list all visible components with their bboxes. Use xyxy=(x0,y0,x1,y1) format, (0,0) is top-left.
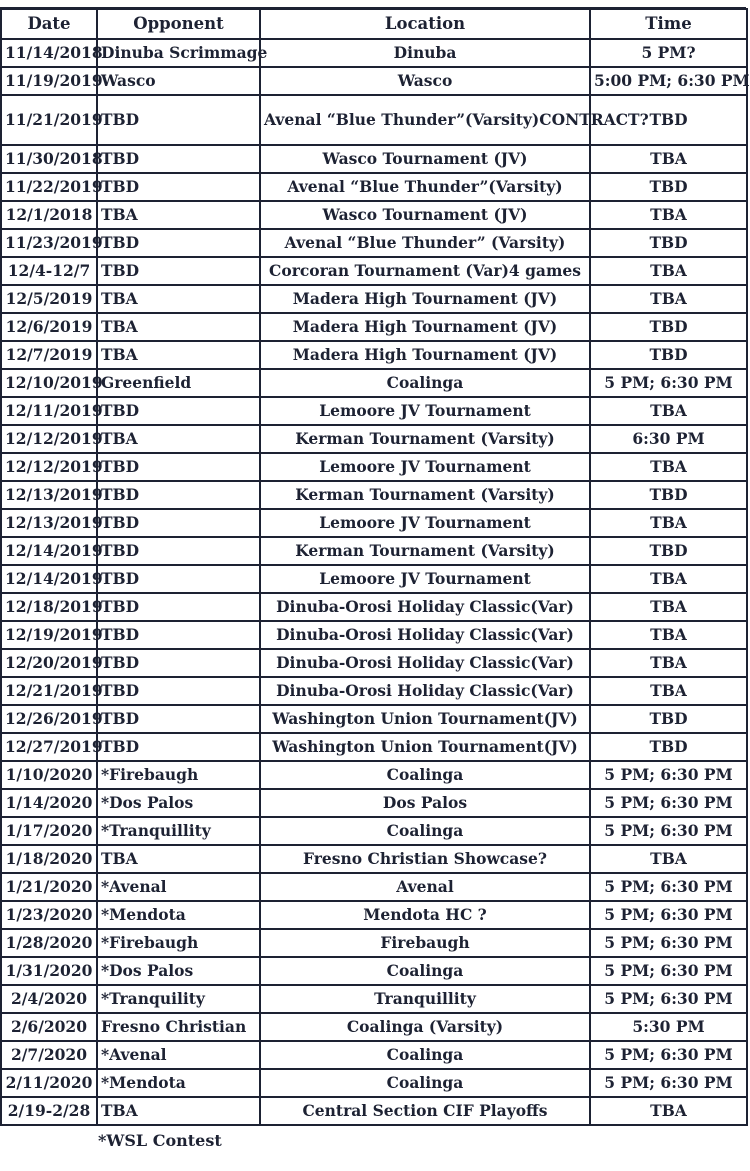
table-row xyxy=(1,201,747,229)
header-row xyxy=(1,9,747,39)
date-cell: 1/28/2020 xyxy=(1,929,97,957)
location-cell: Coalinga xyxy=(260,957,590,985)
location-cell: Dinuba xyxy=(260,39,590,67)
location-cell: Dinuba-Orosi Holiday Classic(Var) xyxy=(260,593,590,621)
table-row xyxy=(1,565,747,593)
date-cell: 11/23/2019 xyxy=(1,229,97,257)
table-row xyxy=(1,509,747,537)
date-cell: 12/13/2019 xyxy=(1,481,97,509)
time-cell: TBA xyxy=(590,649,747,677)
location-cell: Avenal xyxy=(260,873,590,901)
time-cell: 5 PM; 6:30 PM xyxy=(590,957,747,985)
date-cell: 12/12/2019 xyxy=(1,425,97,453)
table-row xyxy=(1,39,747,67)
location-cell: Wasco Tournament (JV) xyxy=(260,201,590,229)
location-cell: Avenal “Blue Thunder” (Varsity) xyxy=(260,229,590,257)
date-cell: 1/10/2020 xyxy=(1,761,97,789)
date-cell: 12/13/2019 xyxy=(1,509,97,537)
date-cell: 1/18/2020 xyxy=(1,845,97,873)
header-location: Location xyxy=(260,9,590,39)
opponent-cell: TBA xyxy=(97,845,260,873)
time-cell: TBA xyxy=(590,257,747,285)
table-row xyxy=(1,173,747,201)
date-cell: 1/17/2020 xyxy=(1,817,97,845)
opponent-cell: TBA xyxy=(97,201,260,229)
opponent-cell: TBA xyxy=(97,425,260,453)
time-cell: TBA xyxy=(590,565,747,593)
opponent-cell: *Mendota xyxy=(97,901,260,929)
opponent-cell: *Avenal xyxy=(97,873,260,901)
time-cell: TBA xyxy=(590,145,747,173)
table-row xyxy=(1,789,747,817)
location-cell: Tranquillity xyxy=(260,985,590,1013)
time-cell: TBD xyxy=(590,173,747,201)
table-row xyxy=(1,95,747,145)
location-cell: Washington Union Tournament(JV) xyxy=(260,705,590,733)
date-cell: 1/23/2020 xyxy=(1,901,97,929)
opponent-cell: *Firebaugh xyxy=(97,761,260,789)
opponent-cell: *Firebaugh xyxy=(97,929,260,957)
table-row xyxy=(1,285,747,313)
date-cell: 11/21/2019 xyxy=(1,95,97,145)
time-cell: 5 PM; 6:30 PM xyxy=(590,873,747,901)
location-cell: Firebaugh xyxy=(260,929,590,957)
table-row xyxy=(1,845,747,873)
location-cell: Coalinga xyxy=(260,369,590,397)
footnote: *WSL Contest xyxy=(98,1131,222,1150)
opponent-cell: TBD xyxy=(97,677,260,705)
table-row xyxy=(1,677,747,705)
table-row xyxy=(1,1097,747,1125)
location-cell: Coalinga xyxy=(260,1069,590,1097)
time-cell: TBD xyxy=(590,733,747,761)
table-row xyxy=(1,257,747,285)
opponent-cell: TBA xyxy=(97,313,260,341)
opponent-cell: TBD xyxy=(97,397,260,425)
top-rule xyxy=(0,0,746,8)
opponent-cell: *Mendota xyxy=(97,1069,260,1097)
opponent-cell: TBA xyxy=(97,341,260,369)
date-cell: 2/7/2020 xyxy=(1,1041,97,1069)
location-cell: Mendota HC ? xyxy=(260,901,590,929)
time-cell: 5 PM? xyxy=(590,39,747,67)
location-cell: Dos Palos xyxy=(260,789,590,817)
time-cell: TBD xyxy=(590,229,747,257)
location-cell: Coalinga xyxy=(260,761,590,789)
time-cell: TBA xyxy=(590,593,747,621)
opponent-cell: Fresno Christian xyxy=(97,1013,260,1041)
opponent-cell: TBD xyxy=(97,481,260,509)
date-cell: 12/19/2019 xyxy=(1,621,97,649)
location-cell: Lemoore JV Tournament xyxy=(260,397,590,425)
location-cell: Wasco Tournament (JV) xyxy=(260,145,590,173)
location-cell: Dinuba-Orosi Holiday Classic(Var) xyxy=(260,621,590,649)
table-row xyxy=(1,397,747,425)
opponent-cell: Greenfield xyxy=(97,369,260,397)
opponent-cell: TBD xyxy=(97,733,260,761)
date-cell: 12/7/2019 xyxy=(1,341,97,369)
table-row xyxy=(1,985,747,1013)
time-cell: TBD xyxy=(590,341,747,369)
date-cell: 12/18/2019 xyxy=(1,593,97,621)
time-cell: TBA xyxy=(590,677,747,705)
date-cell: 1/21/2020 xyxy=(1,873,97,901)
table-row xyxy=(1,761,747,789)
date-cell: 12/12/2019 xyxy=(1,453,97,481)
date-cell: 12/20/2019 xyxy=(1,649,97,677)
opponent-cell: TBA xyxy=(97,285,260,313)
opponent-cell: *Tranquility xyxy=(97,985,260,1013)
time-cell: 5 PM; 6:30 PM xyxy=(590,761,747,789)
time-cell: 5:30 PM xyxy=(590,1013,747,1041)
opponent-cell: TBD xyxy=(97,229,260,257)
opponent-cell: *Tranquillity xyxy=(97,817,260,845)
time-cell: 5 PM; 6:30 PM xyxy=(590,985,747,1013)
table-row xyxy=(1,313,747,341)
location-cell: Corcoran Tournament (Var)4 games xyxy=(260,257,590,285)
time-cell: TBD xyxy=(590,537,747,565)
date-cell: 12/21/2019 xyxy=(1,677,97,705)
time-cell: TBD xyxy=(590,481,747,509)
time-cell: TBD xyxy=(590,95,747,145)
date-cell: 2/11/2020 xyxy=(1,1069,97,1097)
date-cell: 12/10/2019 xyxy=(1,369,97,397)
table-row xyxy=(1,873,747,901)
opponent-cell: TBD xyxy=(97,705,260,733)
opponent-cell: TBD xyxy=(97,145,260,173)
date-cell: 2/4/2020 xyxy=(1,985,97,1013)
time-cell: TBA xyxy=(590,1097,747,1125)
location-cell: Kerman Tournament (Varsity) xyxy=(260,537,590,565)
time-cell: TBA xyxy=(590,453,747,481)
location-cell: Coalinga xyxy=(260,817,590,845)
table-row xyxy=(1,649,747,677)
time-cell: TBA xyxy=(590,509,747,537)
date-cell: 12/27/2019 xyxy=(1,733,97,761)
location-cell: Coalinga xyxy=(260,1041,590,1069)
table-row xyxy=(1,1013,747,1041)
table-row xyxy=(1,901,747,929)
schedule-table xyxy=(0,8,748,1126)
location-cell: Dinuba-Orosi Holiday Classic(Var) xyxy=(260,649,590,677)
location-cell: Avenal “Blue Thunder”(Varsity)CONTRACT? xyxy=(260,95,590,145)
table-row xyxy=(1,817,747,845)
date-cell: 1/31/2020 xyxy=(1,957,97,985)
opponent-cell: TBD xyxy=(97,509,260,537)
table-row xyxy=(1,369,747,397)
date-cell: 12/1/2018 xyxy=(1,201,97,229)
location-cell: Madera High Tournament (JV) xyxy=(260,313,590,341)
opponent-cell: TBD xyxy=(97,621,260,649)
location-cell: Lemoore JV Tournament xyxy=(260,565,590,593)
opponent-cell: Wasco xyxy=(97,67,260,95)
opponent-cell: TBD xyxy=(97,649,260,677)
date-cell: 12/26/2019 xyxy=(1,705,97,733)
opponent-cell: TBD xyxy=(97,95,260,145)
time-cell: 5 PM; 6:30 PM xyxy=(590,817,747,845)
date-cell: 2/19-2/28 xyxy=(1,1097,97,1125)
time-cell: TBA xyxy=(590,845,747,873)
opponent-cell: *Avenal xyxy=(97,1041,260,1069)
location-cell: Wasco xyxy=(260,67,590,95)
table-row xyxy=(1,229,747,257)
table-row xyxy=(1,593,747,621)
table-row xyxy=(1,957,747,985)
table-row xyxy=(1,537,747,565)
location-cell: Madera High Tournament (JV) xyxy=(260,285,590,313)
time-cell: 5 PM; 6:30 PM xyxy=(590,789,747,817)
time-cell: 5 PM; 6:30 PM xyxy=(590,901,747,929)
location-cell: Fresno Christian Showcase? xyxy=(260,845,590,873)
date-cell: 12/6/2019 xyxy=(1,313,97,341)
time-cell: TBD xyxy=(590,313,747,341)
table-row xyxy=(1,453,747,481)
time-cell: TBD xyxy=(590,705,747,733)
time-cell: TBA xyxy=(590,621,747,649)
date-cell: 12/14/2019 xyxy=(1,565,97,593)
table-row xyxy=(1,341,747,369)
table-row xyxy=(1,1041,747,1069)
time-cell: 6:30 PM xyxy=(590,425,747,453)
opponent-cell: TBD xyxy=(97,565,260,593)
time-cell: TBA xyxy=(590,201,747,229)
opponent-cell: TBD xyxy=(97,453,260,481)
location-cell: Madera High Tournament (JV) xyxy=(260,341,590,369)
opponent-cell: *Dos Palos xyxy=(97,789,260,817)
opponent-cell: TBD xyxy=(97,257,260,285)
date-cell: 12/4-12/7 xyxy=(1,257,97,285)
location-cell: Central Section CIF Playoffs xyxy=(260,1097,590,1125)
opponent-cell: TBD xyxy=(97,537,260,565)
location-cell: Lemoore JV Tournament xyxy=(260,453,590,481)
time-cell: 5 PM; 6:30 PM xyxy=(590,369,747,397)
date-cell: 12/5/2019 xyxy=(1,285,97,313)
opponent-cell: TBD xyxy=(97,173,260,201)
table-row xyxy=(1,621,747,649)
time-cell: TBA xyxy=(590,285,747,313)
location-cell: Avenal “Blue Thunder”(Varsity) xyxy=(260,173,590,201)
date-cell: 11/22/2019 xyxy=(1,173,97,201)
date-cell: 11/19/2019 xyxy=(1,67,97,95)
table-row xyxy=(1,425,747,453)
table-row xyxy=(1,481,747,509)
opponent-cell: *Dos Palos xyxy=(97,957,260,985)
date-cell: 1/14/2020 xyxy=(1,789,97,817)
time-cell: 5 PM; 6:30 PM xyxy=(590,1041,747,1069)
table-row xyxy=(1,1069,747,1097)
location-cell: Lemoore JV Tournament xyxy=(260,509,590,537)
time-cell: 5 PM; 6:30 PM xyxy=(590,1069,747,1097)
header-time: Time xyxy=(590,9,747,39)
time-cell: TBA xyxy=(590,397,747,425)
time-cell: 5 PM; 6:30 PM xyxy=(590,929,747,957)
location-cell: Kerman Tournament (Varsity) xyxy=(260,481,590,509)
date-cell: 2/6/2020 xyxy=(1,1013,97,1041)
location-cell: Washington Union Tournament(JV) xyxy=(260,733,590,761)
location-cell: Dinuba-Orosi Holiday Classic(Var) xyxy=(260,677,590,705)
table-row xyxy=(1,929,747,957)
opponent-cell: TBD xyxy=(97,593,260,621)
location-cell: Kerman Tournament (Varsity) xyxy=(260,425,590,453)
opponent-cell: Dinuba Scrimmage xyxy=(97,39,260,67)
time-cell: 5:00 PM; 6:30 PM xyxy=(590,67,747,95)
date-cell: 11/30/2018 xyxy=(1,145,97,173)
opponent-cell: TBA xyxy=(97,1097,260,1125)
header-opponent: Opponent xyxy=(97,9,260,39)
table-row xyxy=(1,145,747,173)
date-cell: 11/14/2018 xyxy=(1,39,97,67)
table-row xyxy=(1,705,747,733)
location-cell: Coalinga (Varsity) xyxy=(260,1013,590,1041)
table-row xyxy=(1,733,747,761)
table-row xyxy=(1,67,747,95)
date-cell: 12/14/2019 xyxy=(1,537,97,565)
date-cell: 12/11/2019 xyxy=(1,397,97,425)
header-date: Date xyxy=(1,9,97,39)
